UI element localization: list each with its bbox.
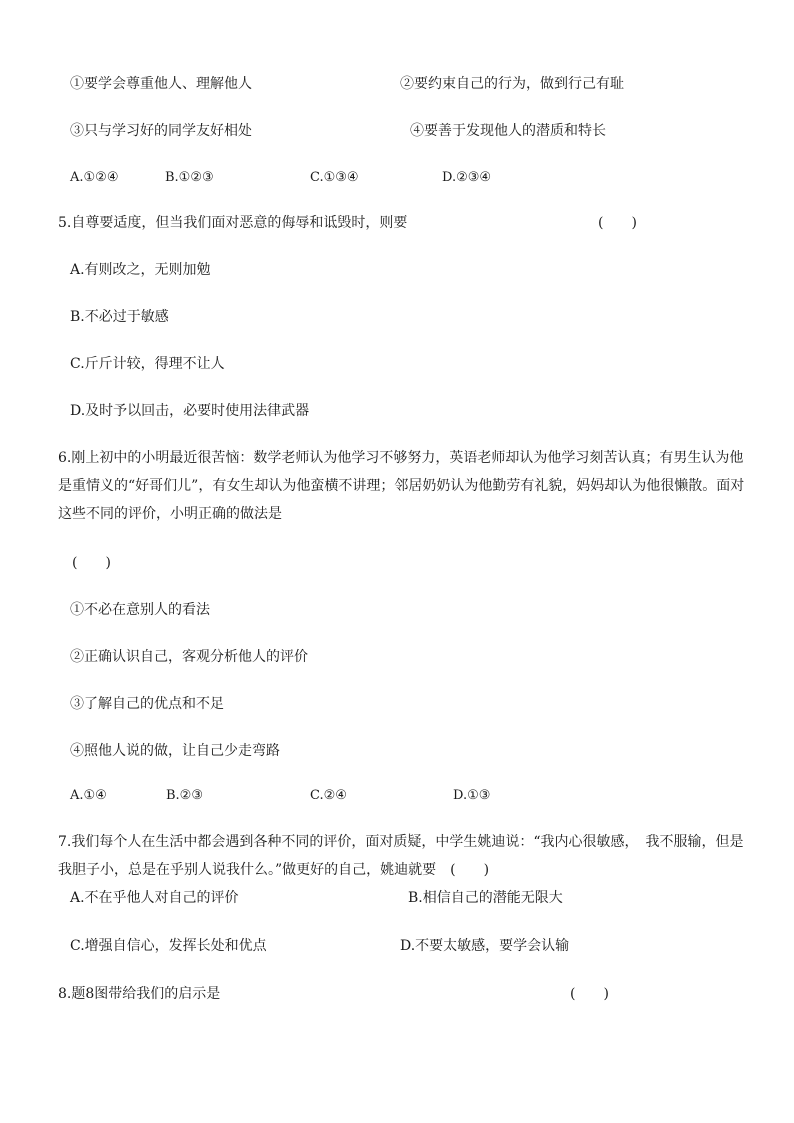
q6-choice-b: B.②③ <box>166 788 203 803</box>
q8-stem: 8.题8图带给我们的启示是 <box>58 986 221 1002</box>
q4-item-1: ①要学会尊重他人、理解他人 <box>70 76 252 92</box>
q5-stem: 5.自尊要适度，但当我们面对恶意的侮辱和诋毁时，则要 <box>58 215 408 231</box>
q5-choice-d: D.及时予以回击，必要时使用法律武器 <box>70 403 310 419</box>
q5-choice-c: C.斤斤计较，得理不让人 <box>70 356 225 372</box>
q6-choice-d: D.①③ <box>453 788 491 803</box>
q4-choice-c: C.①③④ <box>310 170 359 185</box>
q4-item-2: ②要约束自己的行为，做到行己有耻 <box>400 76 624 92</box>
q5-choice-a: A.有则改之，无则加勉 <box>70 262 211 278</box>
q6-item-3: ③了解自己的优点和不足 <box>70 696 224 712</box>
q4-choice-d: D.②③④ <box>442 170 492 185</box>
q7-choice-c: C.增强自信心，发挥长处和优点 <box>70 938 267 954</box>
q4-choice-a: A.①②④ <box>70 170 119 185</box>
q4-item-4: ④要善于发现他人的潜质和特长 <box>410 123 606 139</box>
q4-choice-b: B.①②③ <box>165 170 214 185</box>
q5-answer-paren: ( ) <box>598 215 637 231</box>
q4-item-3: ③只与学习好的同学友好相处 <box>70 123 252 139</box>
q7-stem: 7.我们每个人在生活中都会遇到各种不同的评价，面对质疑，中学生姚迪说：“我内心很敏感， 我不服输，但是我胆子小，总是在乎别人说我什么。”做更好的自己，姚迪就要 ( ) <box>58 834 744 878</box>
q6-stem: 6.刚上初中的小明最近很苦恼：数学老师认为他学习不够努力，英语老师却认为他学习刻苦认真；有男生认为他是重情义的“好哥们儿”，有女生却认为他蛮横不讲理；邻居奶奶认为他勤劳有礼貌，妈妈却认为他很懒散。面对这些不同的评价，小明正确的做法是 <box>58 450 745 522</box>
q8-answer-paren: ( ) <box>570 986 609 1002</box>
q7-choice-a: A.不在乎他人对自己的评价 <box>70 890 239 906</box>
q7-choice-b: B.相信自己的潜能无限大 <box>408 890 563 906</box>
q6-choice-c: C.②④ <box>310 788 347 803</box>
q6-item-2: ②正确认识自己，客观分析他人的评价 <box>70 649 308 665</box>
q6-choice-a: A.①④ <box>70 788 107 803</box>
q6-answer-paren: ( ) <box>72 555 111 571</box>
q6-item-1: ①不必在意别人的看法 <box>70 602 210 618</box>
q6-item-4: ④照他人说的做，让自己少走弯路 <box>70 743 280 759</box>
q7-choice-d: D.不要太敏感，要学会认输 <box>400 938 570 954</box>
q5-choice-b: B.不必过于敏感 <box>70 309 169 325</box>
